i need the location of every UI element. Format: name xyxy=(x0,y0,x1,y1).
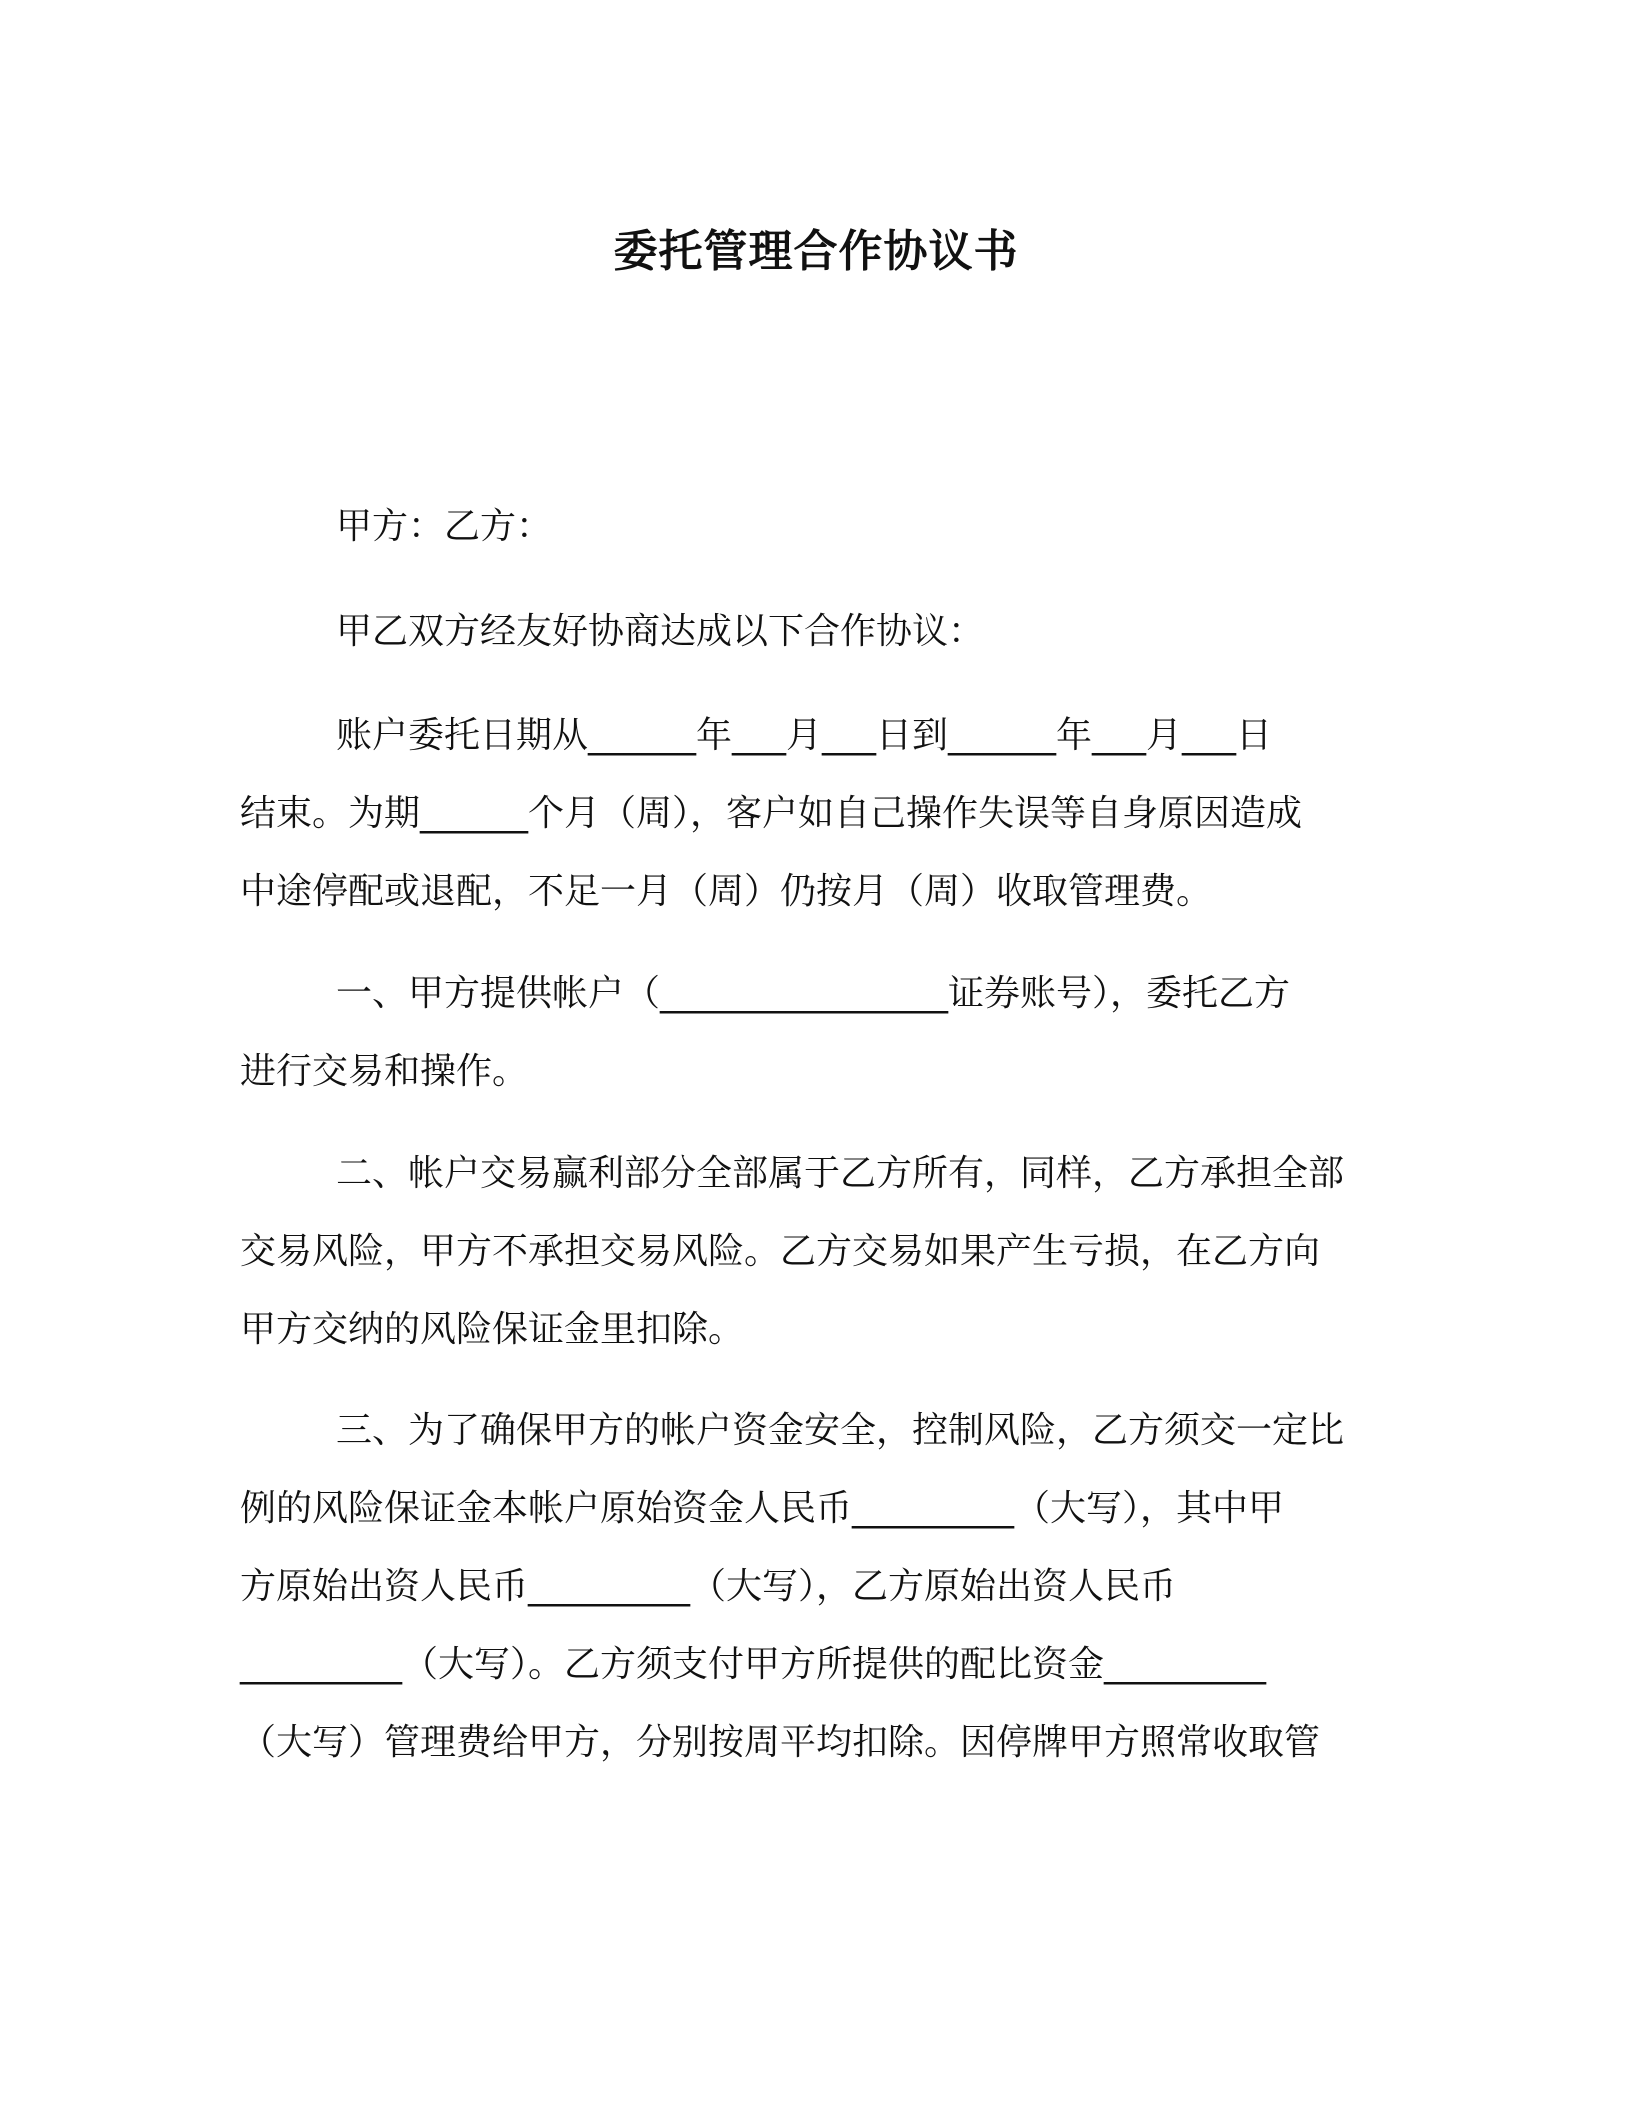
intro-text: 甲乙双方经友好协商达成以下合作协议： xyxy=(336,611,985,652)
paragraph-line: 例的风险保证金本帐户原始资金人民币_________（大写），其中甲 xyxy=(240,1488,1285,1529)
paragraph-line: 交易风险，甲方不承担交易风险。乙方交易如果产生亏损，在乙方向 xyxy=(240,1231,1321,1272)
paragraph-line: _________（大写）。乙方须支付甲方所提供的配比资金_________ xyxy=(240,1644,1267,1685)
paragraph-line: 一、甲方提供帐户（________________证券账号），委托乙方 xyxy=(336,973,1291,1014)
paragraph-line: （大写）管理费给甲方，分别按周平均扣除。因停牌甲方照常收取管 xyxy=(240,1722,1321,1763)
paragraph-line: 三、为了确保甲方的帐户资金安全，控制风险，乙方须交一定比 xyxy=(336,1410,1345,1451)
clause-2-paragraph xyxy=(240,1135,1390,1369)
paragraph-line: 方原始出资人民币_________（大写），乙方原始出资人民币 xyxy=(240,1566,1177,1607)
paragraph-line: 账户委托日期从______年___月___日到______年___月___日 xyxy=(336,715,1273,756)
parties-line xyxy=(240,488,1390,566)
paragraph-line: 进行交易和操作。 xyxy=(240,1051,529,1092)
intro-paragraph xyxy=(240,593,1390,671)
clause-1-paragraph xyxy=(240,955,1390,1111)
paragraph-line: 甲方交纳的风险保证金里扣除。 xyxy=(240,1309,745,1350)
paragraph-line: 二、帐户交易赢利部分全部属于乙方所有，同样，乙方承担全部 xyxy=(336,1153,1345,1194)
parties-text: 甲方：乙方： xyxy=(336,506,553,547)
date-clause-paragraph xyxy=(240,697,1390,931)
paragraph-line: 结束。为期______个月（周），客户如自己操作失误等自身原因造成 xyxy=(240,793,1303,834)
document-title: 委托管理合作协议书 xyxy=(613,226,1019,277)
clause-3-paragraph xyxy=(240,1392,1390,1782)
paragraph-line: 中途停配或退配，不足一月（周）仍按月（周）收取管理费。 xyxy=(240,871,1213,912)
